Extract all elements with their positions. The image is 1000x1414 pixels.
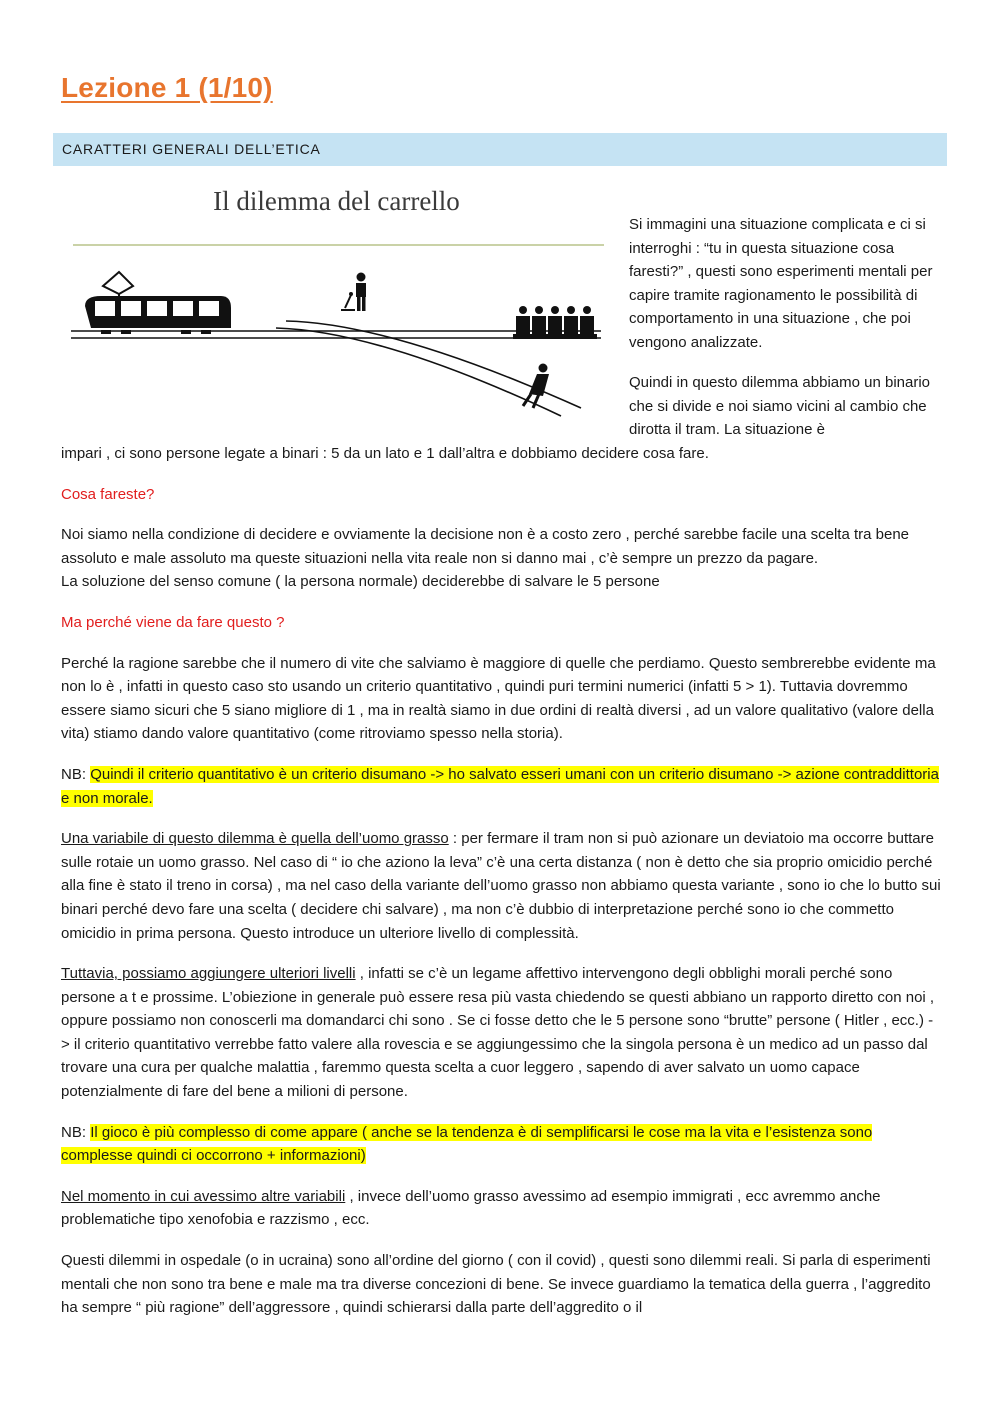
figure-title: Il dilemma del carrello (213, 186, 460, 216)
person-at-lever-icon (341, 273, 366, 312)
tram-icon (85, 272, 231, 334)
paragraph: Perché la ragione sarebbe che il numero di vite che salviamo è maggiore di quelle che perdiamo. Questo sembrerebbe evidente ma non lo è , infatti in questo caso sto usando un criterio quantitativo , quindi puri termini numerici (infatti 5 > 1). Tuttavia dovremmo essere siamo sicuri che 5 siano migliore di 1 , ma in realtà siamo in due ordini di realtà diversi , ad un valore qualitativo (valore della vita) stiamo dando valore quantitativo (come ritroviamo spesso nella storia). (61, 654, 936, 743)
page-title: Lezione 1 (1/10) (61, 72, 273, 103)
nb-label: NB: (61, 1123, 91, 1141)
paragraph (61, 827, 941, 945)
side-paragraph: Si immagini una situazione complicata e ci si interroghi : “tu in questa situazione cosa faresti?” , questi sono esperimenti mentali per capire tramite ragionamento le possibilità di comportamento in una situazione , che poi vengono analizzate. (629, 216, 933, 351)
paragraph-text: , infatti se c’è un legame affettivo intervengono degli obblighi morali perché sono persone a t e prossime. L’obiezione in generale può essere resa più vasta chiedendo se questi abbiano un rapporto diretto con noi , oppure possiamo non conoscerli ma domandarci chi sono . Se ci fosse detto che le 5 persone sono “brutte” persone ( Hitler , ecc.) -> il criterio quantitativo verrebbe fatto valere alla rovescia e se aggiungessimo che la singola persona è un medico ad un passo dal trovare una cura per qualche malattia , faremmo questa scelta a cuor leggero , sapendo di aver salvato un uomo capace potenzialmente di fare del bene a milioni di persone. (61, 965, 935, 1101)
paragraph-text: Noi siamo nella condizione di decidere e ovviamente la decisione non è a costo zero , perché sarebbe facile una scelta tra bene assoluto e male assoluto ma queste situazioni nella vita reale non si danno mai , c’è sempre un prezzo da pagare. (61, 526, 910, 567)
underlined-lead: Nel momento in cui avessimo altre variabili (61, 1187, 346, 1205)
paragraph (61, 962, 941, 1104)
main-body (61, 442, 941, 1337)
paragraph (61, 523, 941, 594)
five-people-icon (513, 306, 597, 339)
trolley-dilemma-figure (61, 168, 612, 426)
side-paragraph: Quindi in questo dilemma abbiamo un binario che si divide e noi siamo vicini al cambio che dirotta il tram. La situazione è (629, 374, 931, 438)
trolley-illustration (61, 168, 612, 426)
underlined-lead: Tuttavia, possiamo aggiungere ulteriori livelli (61, 965, 356, 983)
paragraph: Questi dilemmi in ospedale (o in ucraina) sono all’ordine del giorno ( con il covid) , questi sono dilemmi reali. Si parla di esperimenti mentali che non sono tra bene e male ma tra diverse concezioni di bene. Se invece guardiamo la tematica della guerra , l’aggredito ha sempre “ più ragione” dell’aggressore , quindi schierarsi dalla parte dell’aggredito o il (61, 1252, 931, 1317)
highlighted-note: Quindi il criterio quantitativo è un criterio disumano -> ho salvato esseri umani con un criterio disumano -> azione contraddittoria e non morale. (61, 765, 939, 807)
paragraph-text: : per fermare il tram non si può azionare un deviatoio ma occorre buttare sulle rotaie un uomo grasso. Nel caso di “ io che aziono la leva” c’è una certa distanza ( non è detto che sia proprio omicidio perché alla fine è stato il treno in corsa) , ma nel caso della variante dell’uomo grasso non abbiamo questa variante , sono io che lo butto sui binari perché devo fare una scelta ( decidere chi salvare) , ma non c’è dubbio di interpretazione perché sono io che commetto omicidio in prima persona. Questo introduce un ulteriore livello di complessità. (61, 830, 941, 942)
question-cosa-fareste: Cosa fareste? (61, 485, 155, 503)
section-header: CARATTERI GENERALI DELL’ETICA (53, 133, 947, 166)
highlighted-note: Il gioco è più complesso di come appare ( anche se la tendenza è di semplificarsi le cose ma la vita e l’esistenza sono complesse quindi ci occorrono + informazioni) (61, 1123, 873, 1165)
underlined-lead: Una variabile di questo dilemma è quella dell’uomo grasso (61, 830, 449, 848)
paragraph-continuation: impari , ci sono persone legate a binari : 5 da un lato e 1 dall’altra e dobbiamo decidere cosa fare. (61, 445, 709, 462)
nb-label: NB: (61, 765, 91, 783)
question-ma-perche: Ma perché viene da fare questo ? (61, 613, 285, 631)
one-person-icon (523, 364, 549, 409)
paragraph-text: , invece dell’uomo grasso avessimo ad esempio immigrati , ecc avremmo anche problematiche tipo xenofobia e razzismo , ecc. (61, 1187, 881, 1229)
note-nb-2 (61, 1121, 941, 1168)
note-nb-1 (61, 763, 941, 810)
paragraph (61, 1185, 941, 1232)
paragraph-text: La soluzione del senso comune ( la persona normale) deciderebbe di salvare le 5 persone (61, 573, 660, 591)
intro-side-text (629, 213, 944, 442)
